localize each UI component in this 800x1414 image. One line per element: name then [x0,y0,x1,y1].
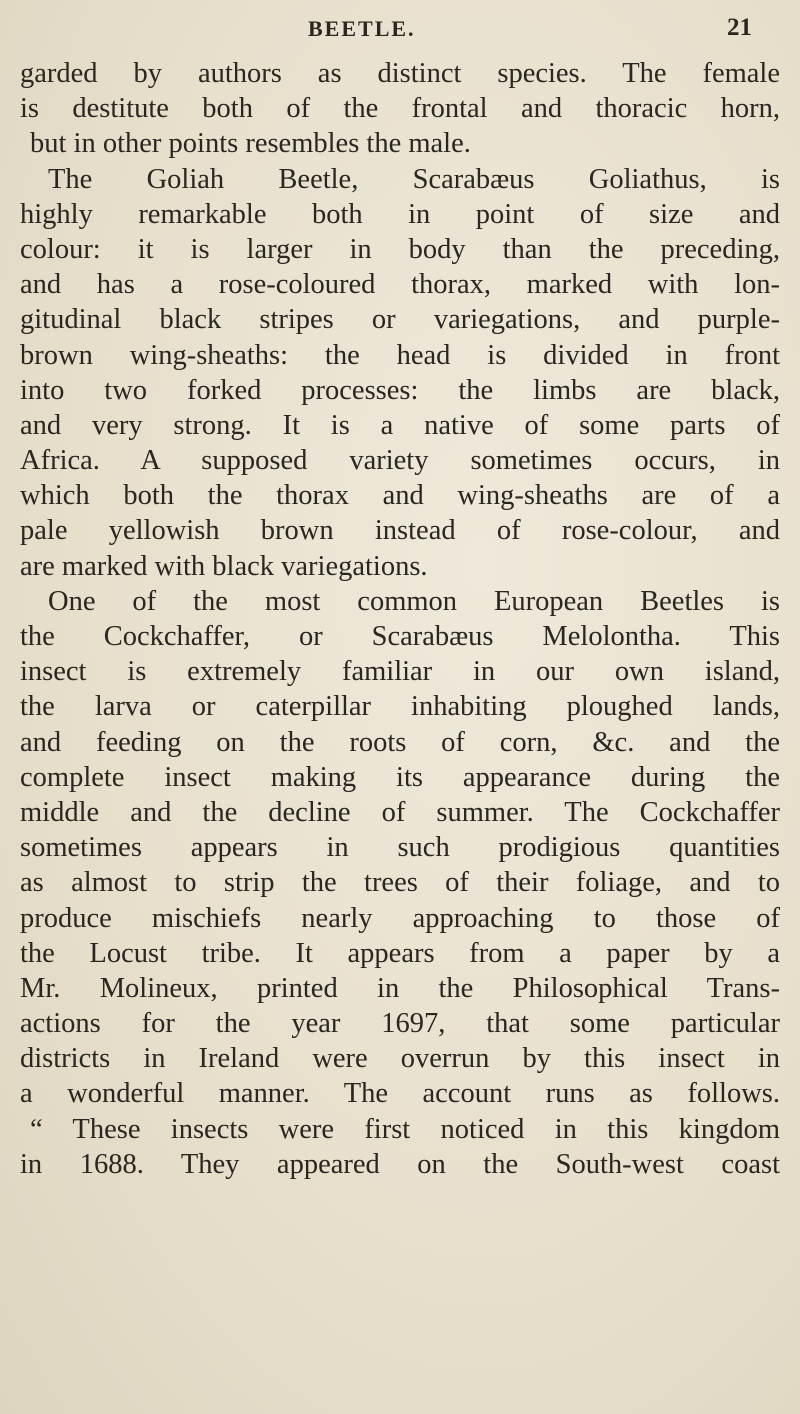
text-line: districts in Ireland were overrun by this insect in [20,1043,780,1075]
text-line: a wonderful manner. The account runs as follows. [20,1078,780,1110]
text-line: actions for the year 1697, that some particular [20,1008,780,1040]
running-title: BEETLE. [308,16,416,41]
text-line: the Cockchaffer, or Scarabæus Melolontha. This [20,621,780,652]
text-line: which both the thorax and wing-sheaths are of a [20,480,780,512]
text-body [20,56,780,1182]
running-head [0,16,800,50]
text-line: pale yellowish brown instead of rose-colour, and [20,515,780,547]
text-line: are marked with black variegations. [20,550,428,582]
text-line: and has a rose-coloured thorax, marked with lon- [20,269,780,301]
text-line: “ These insects were first noticed in this kingdom [30,1113,780,1145]
text-line: the Locust tribe. It appears from a paper by a [20,937,780,969]
text-line: The Goliah Beetle, Scarabæus Goliathus, is [48,163,780,195]
text-line: as almost to strip the trees of their foliage, and to [20,867,780,899]
text-line: produce mischiefs nearly approaching to those of [20,902,780,934]
text-line: gitudinal black stripes or variegations, and purple- [20,304,780,336]
text-line: and very strong. It is a native of some parts of [20,409,780,441]
page-number: 21 [727,14,752,41]
text-line: into two forked processes: the limbs are black, [20,374,780,406]
text-line: brown wing-sheaths: the head is divided in front [20,339,780,371]
text-line: insect is extremely familiar in our own island, [20,656,780,688]
text-line: but in other points resembles the male. [30,128,471,160]
text-line: Mr. Molineux, printed in the Philosophical Trans- [20,972,780,1004]
text-line: complete insect making its appearance during the [20,761,780,793]
text-line: middle and the decline of summer. The Cockchaffer [20,796,780,828]
text-line: sometimes appears in such prodigious quantities [20,832,780,864]
text-line: in 1688. They appeared on the South-west coast [20,1148,780,1180]
text-line: One of the most common European Beetles is [48,585,780,617]
text-line: the larva or caterpillar inhabiting ploughed lands, [20,691,780,723]
text-line: garded by authors as distinct species. The female [20,58,780,89]
text-line: highly remarkable both in point of size and [20,198,780,230]
text-line: colour: it is larger in body than the preceding, [20,233,780,265]
text-line: is destitute both of the frontal and thoracic horn, [20,93,780,125]
text-line: and feeding on the roots of corn, &c. and the [20,726,780,758]
text-line: Africa. A supposed variety sometimes occurs, in [20,445,780,477]
